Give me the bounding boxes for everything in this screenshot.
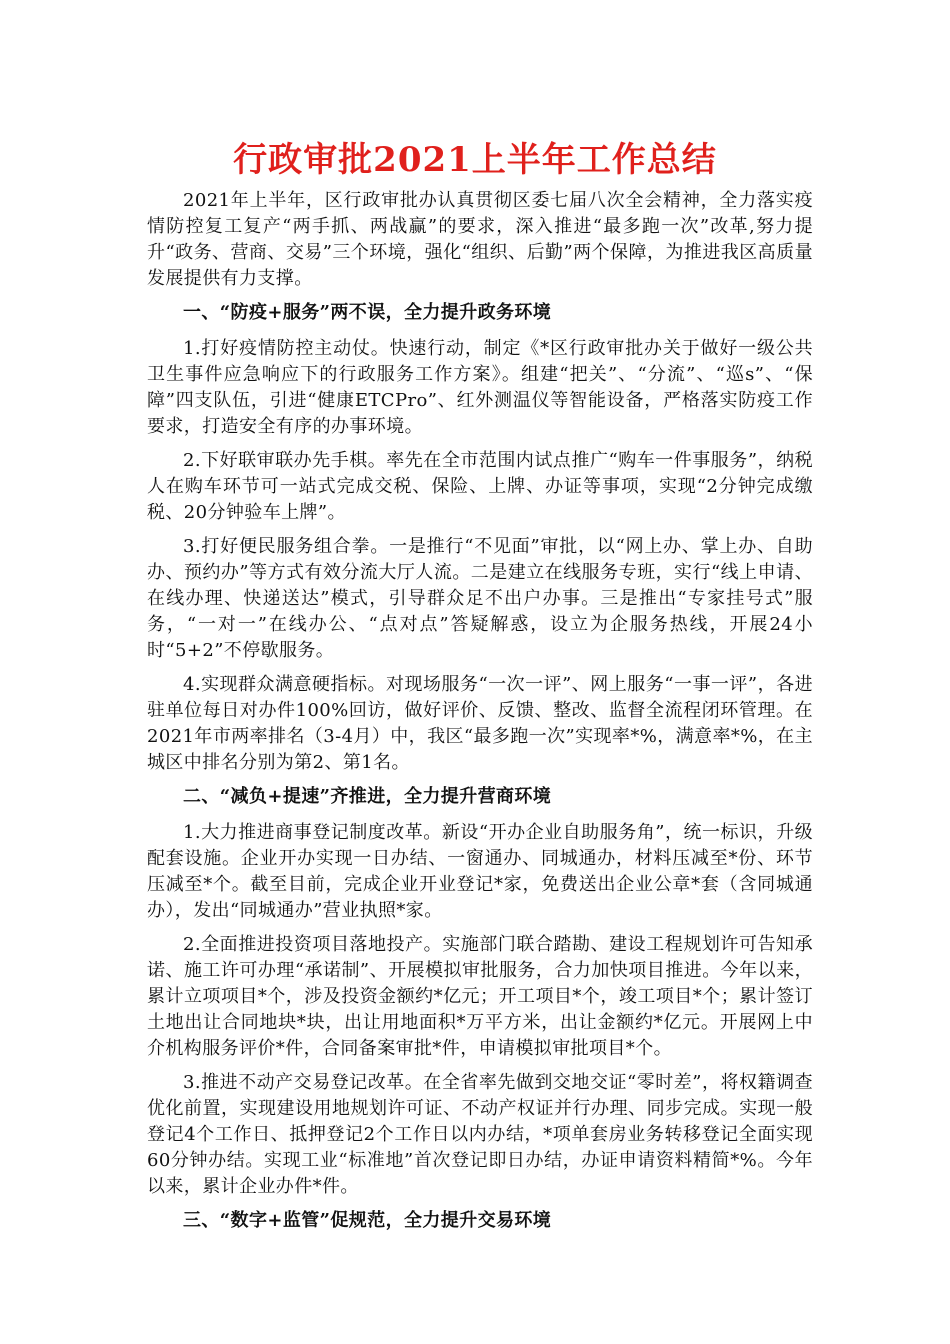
section-2-paragraph-2: 2.全面推进投资项目落地投产。实施部门联合踏勘、建设工程规划许可告知承诺、施工许可办理“承诺制”、开展模拟审批服务，合力加快项目推进。今年以来，累计立项项目*个，涉及投资金额约*亿元；开工项目*个，竣工项目*个；累计签订土地出让合同地块*块，出让用地面积*万平方米，出让金额约*亿元。开展网上中介机构服务评价*件，合同备案审批*件，申请模拟审批项目*个。 bbox=[147, 934, 813, 1059]
section-3-heading: 三、“数字+监管”促规范，全力提升交易环境 bbox=[183, 1210, 552, 1231]
section-2-paragraph-3: 3.推进不动产交易登记改革。在全省率先做到交地交证“零时差”，将权籍调查优化前置，实现建设用地规划许可证、不动产权证并行办理、同步完成。实现一般登记4个工作日、抵押登记2个工作日以内办结，*项单套房业务转移登记全面实现60分钟办结。实现工业“标准地”首次登记即日办结，办证申请资料精简*%。今年以来，累计企业办件*件。 bbox=[147, 1072, 813, 1197]
intro-paragraph: 2021年上半年，区行政审批办认真贯彻区委七届八次全会精神，全力落实疫情防控复工复产“两手抓、两战赢”的要求，深入推进“最多跑一次”改革,努力提升“政务、营商、交易”三个环境，强化“组织、后勤”两个保障，为推进我区高质量发展提供有力支撑。 bbox=[147, 190, 813, 289]
section-1-paragraph-1: 1.打好疫情防控主动仗。快速行动，制定《*区行政审批办关于做好一级公共卫生事件应急响应下的行政服务工作方案》。组建“把关”、“分流”、“巡s”、“保障”四支队伍，引进“健康ETCPro”、红外测温仪等智能设备，严格落实防疫工作要求，打造安全有序的办事环境。 bbox=[147, 338, 813, 437]
document-body bbox=[147, 188, 813, 1244]
section-2-paragraph-1: 1.大力推进商事登记制度改革。新设“开办企业自助服务角”，统一标识，升级配套设施。企业开办实现一日办结、一窗通办、同城通办，材料压减至*份、环节压减至*个。截至目前，完成企业开业登记*家，免费送出企业公章*套（含同城通办），发出“同城通办”营业执照*家。 bbox=[147, 822, 813, 921]
section-1-paragraph-3: 3.打好便民服务组合拳。一是推行“不见面”审批，以“网上办、掌上办、自助办、预约办”等方式有效分流大厅人流。二是建立在线服务专班，实行“线上申请、在线办理、快递送达”模式，引导群众足不出户办事。三是推出“专家挂号式”服务，“一对一”在线办公、“点对点”答疑解惑，设立为企服务热线，开展24小时“5+2”不停歇服务。 bbox=[147, 536, 813, 661]
section-1-paragraph-4: 4.实现群众满意硬指标。对现场服务“一次一评”、网上服务“一事一评”，各进驻单位每日对办件100%回访，做好评价、反馈、整改、监督全流程闭环管理。在2021年市两率排名（3-4月）中，我区“最多跑一次”实现率*%，满意率*%，在主城区中排名分别为第2、第1名。 bbox=[147, 674, 813, 773]
section-2-heading: 二、“减负+提速”齐推进，全力提升营商环境 bbox=[183, 786, 552, 807]
document-title: 行政审批2021上半年工作总结 bbox=[233, 140, 717, 180]
section-1-heading: 一、“防疫+服务”两不误，全力提升政务环境 bbox=[183, 302, 552, 323]
section-1-paragraph-2: 2.下好联审联办先手棋。率先在全市范围内试点推广“购车一件事服务”，纳税人在购车环节可一站式完成交税、保险、上牌、办证等事项，实现“2分钟完成缴税、20分钟验车上牌”。 bbox=[147, 450, 813, 523]
